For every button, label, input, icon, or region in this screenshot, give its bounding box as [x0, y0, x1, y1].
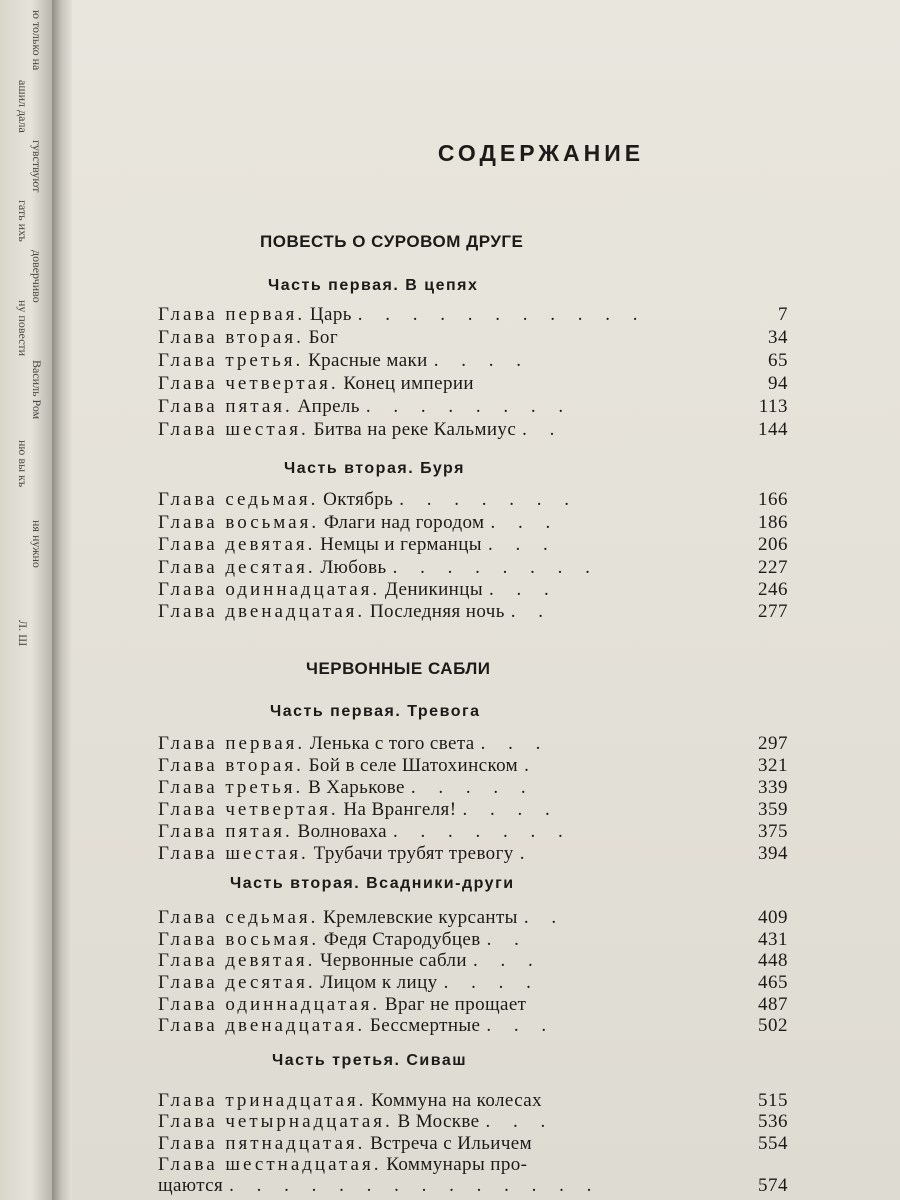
- chapter-number: Глава восьмая.: [158, 512, 320, 533]
- chapter-number: Глава тринадцатая.: [158, 1090, 367, 1111]
- toc-entry[interactable]: [158, 994, 788, 1016]
- leader-dots: . .: [523, 907, 566, 928]
- chapter-title: Царь: [309, 304, 352, 325]
- toc-entry[interactable]: [158, 512, 788, 534]
- leader-dots: . . .: [487, 534, 557, 555]
- chapter-title: Немцы и германцы: [320, 534, 482, 555]
- facing-page: [0, 0, 52, 1200]
- chapter-title: Красные маки: [308, 350, 428, 371]
- leader-dots: . . . . . . . . . . .: [357, 304, 647, 325]
- toc-entry[interactable]: [158, 534, 788, 556]
- page-number: 487: [758, 994, 788, 1015]
- leader-dots: . . . . .: [410, 777, 535, 798]
- page-number: 206: [758, 534, 788, 555]
- facing-page-text: Василь Ром: [30, 360, 44, 420]
- chapter-number: Глава четвертая.: [158, 799, 339, 820]
- facing-page-text: ашил дала: [16, 80, 30, 133]
- book-gutter: [52, 0, 72, 1200]
- chapter-number: Глава первая.: [158, 304, 306, 325]
- leader-dots: . . . .: [433, 350, 530, 371]
- chapter-number: Глава четырнадцатая.: [158, 1111, 393, 1132]
- leader-dots: . . . . . . . .: [365, 396, 573, 417]
- toc-entry[interactable]: [158, 777, 788, 799]
- page-number: 515: [758, 1090, 788, 1111]
- leader-dots: .: [524, 755, 538, 776]
- toc-entry[interactable]: [158, 396, 788, 418]
- chapter-title: Последняя ночь: [369, 601, 505, 622]
- facing-page-text: Л. Ш: [16, 620, 30, 647]
- part-title: Часть третья. Сиваш: [272, 1052, 468, 1069]
- toc-entry[interactable]: [158, 755, 788, 777]
- leader-dots: . . .: [490, 512, 560, 533]
- chapter-title: На Врангеля!: [343, 799, 457, 820]
- chapter-title: Федя Стародубцев: [323, 929, 481, 950]
- toc-entry[interactable]: [158, 1090, 788, 1112]
- facing-page-text: ня нужно: [30, 520, 44, 568]
- toc-entry[interactable]: [158, 972, 788, 994]
- page-number: 554: [758, 1133, 788, 1154]
- leader-dots: . . . . . . .: [399, 489, 579, 510]
- leader-dots: . . . . . . .: [393, 821, 572, 842]
- page-number: 339: [758, 777, 788, 798]
- chapter-title: В Харькове: [308, 777, 405, 798]
- toc-entry[interactable]: [158, 419, 788, 441]
- page-number: 113: [758, 396, 788, 417]
- chapter-number: Глава седьмая.: [158, 489, 319, 510]
- chapter-number: Глава пятая.: [158, 396, 293, 417]
- page-number: 536: [758, 1111, 788, 1132]
- page-number: 502: [758, 1015, 788, 1036]
- page-number: 227: [758, 557, 788, 578]
- chapter-number: Глава десятая.: [158, 972, 316, 993]
- leader-dots: . . .: [486, 1015, 556, 1036]
- toc-entry[interactable]: [158, 843, 788, 865]
- chapter-number: Глава восьмая.: [158, 929, 320, 950]
- chapter-number: Глава четвертая.: [158, 373, 339, 394]
- page-number: 574: [758, 1175, 788, 1196]
- book-title: ЧЕРВОННЫЕ САБЛИ: [306, 659, 491, 678]
- chapter-number: Глава двенадцатая.: [158, 601, 366, 622]
- chapter-title: Кремлевские курсанты: [323, 907, 518, 928]
- toc-entry[interactable]: [158, 1111, 788, 1133]
- page-number: 65: [768, 350, 788, 371]
- leader-dots: . . . . . . . .: [392, 557, 599, 578]
- leader-dots: . . .: [473, 950, 542, 971]
- chapter-number: Глава вторая.: [158, 327, 304, 348]
- toc-entry[interactable]: [158, 373, 788, 395]
- toc-entry[interactable]: [158, 489, 788, 511]
- toc-entry[interactable]: [158, 1175, 788, 1197]
- page-number: 94: [768, 373, 788, 394]
- page-number: 34: [768, 327, 788, 348]
- chapter-title: Бой в селе Шатохинском: [308, 755, 519, 776]
- leader-dots: . .: [486, 929, 528, 950]
- toc-entry[interactable]: [158, 733, 788, 755]
- chapter-number: Глава девятая.: [158, 950, 316, 971]
- facing-page-text: ю только на: [30, 10, 44, 71]
- facing-page-text: ню вы къ: [16, 440, 30, 488]
- chapter-number: Глава седьмая.: [158, 907, 319, 928]
- toc-entry[interactable]: [158, 350, 788, 372]
- toc-entry[interactable]: [158, 327, 788, 349]
- chapter-title: Бог: [308, 327, 339, 348]
- toc-entry[interactable]: [158, 821, 788, 843]
- chapter-title: Октябрь: [323, 489, 394, 510]
- toc-entry[interactable]: [158, 799, 788, 821]
- chapter-title: Флаги над городом: [323, 512, 485, 533]
- leader-dots: . . .: [480, 733, 550, 754]
- chapter-number: Глава пятнадцатая.: [158, 1133, 366, 1154]
- chapter-number: Глава одиннадцатая.: [158, 579, 381, 600]
- page-number: 359: [758, 799, 788, 820]
- toc-entry[interactable]: [158, 929, 788, 951]
- toc-entry[interactable]: [158, 601, 788, 623]
- chapter-title: Битва на реке Кальмиус: [313, 419, 517, 440]
- leader-dots: . . . . . . . . . . . . . .: [229, 1175, 601, 1196]
- page-number: 321: [758, 755, 788, 776]
- contents-page: [72, 0, 900, 1200]
- chapter-title: Деникинцы: [384, 579, 483, 600]
- toc-entry[interactable]: [158, 1015, 788, 1037]
- part-title: Часть вторая. Всадники-други: [230, 875, 515, 892]
- chapter-number: Глава десятая.: [158, 557, 316, 578]
- toc-entry[interactable]: [158, 557, 788, 579]
- leader-dots: .: [519, 843, 534, 864]
- leader-dots: . .: [510, 601, 553, 622]
- chapter-number: Глава одиннадцатая.: [158, 994, 381, 1015]
- leader-dots: . . . .: [443, 972, 540, 993]
- chapter-title: Коммуна на колесах: [371, 1090, 542, 1111]
- chapter-title: Трубачи трубят тревогу: [313, 843, 514, 864]
- chapter-title: щаются: [158, 1175, 224, 1196]
- facing-page-text: ну повести: [16, 300, 30, 357]
- chapter-number: Глава третья.: [158, 777, 304, 798]
- toc-entry[interactable]: [158, 304, 788, 326]
- chapter-title: Коммунары про-: [386, 1154, 528, 1175]
- page-number: 144: [758, 419, 788, 440]
- page-number: 7: [778, 304, 788, 325]
- leader-dots: . . . .: [462, 799, 559, 820]
- chapter-title: Враг не прощает: [384, 994, 527, 1015]
- chapter-number: Глава девятая.: [158, 534, 316, 555]
- book-title: ПОВЕСТЬ О СУРОВОМ ДРУГЕ: [260, 232, 524, 251]
- facing-page-text: гувствуют: [30, 140, 44, 193]
- page-number: 297: [758, 733, 788, 754]
- chapter-number: Глава двенадцатая.: [158, 1015, 366, 1036]
- toc-entry[interactable]: [158, 1133, 788, 1155]
- page-number: 431: [758, 929, 788, 950]
- chapter-title: Лицом к лицу: [320, 972, 438, 993]
- facing-page-text: гать ихъ: [16, 200, 30, 242]
- chapter-title: Конец империи: [343, 373, 474, 394]
- page-number: 394: [758, 843, 788, 864]
- chapter-number: Глава шестая.: [158, 843, 309, 864]
- leader-dots: . .: [522, 419, 564, 440]
- leader-dots: . . .: [488, 579, 558, 600]
- toc-entry[interactable]: [158, 950, 788, 972]
- chapter-title: В Москве: [397, 1111, 480, 1132]
- page-number: 246: [758, 579, 788, 600]
- chapter-number: Глава пятая.: [158, 821, 293, 842]
- chapter-title: Червонные сабли: [320, 950, 468, 971]
- chapter-number: Глава третья.: [158, 350, 304, 371]
- facing-page-text: доверчиво: [30, 250, 44, 303]
- chapter-number: Глава шестнадцатая.: [158, 1154, 382, 1175]
- chapter-title: Бессмертные: [369, 1015, 481, 1036]
- page-number: 277: [758, 601, 788, 622]
- page-number: 375: [758, 821, 788, 842]
- chapter-title: Любовь: [320, 557, 387, 578]
- page-number: 448: [758, 950, 788, 971]
- chapter-number: Глава шестая.: [158, 419, 309, 440]
- part-title: Часть вторая. Буря: [284, 460, 465, 477]
- page-number: 409: [758, 907, 788, 928]
- page-number: 186: [758, 512, 788, 533]
- toc-entry[interactable]: [158, 907, 788, 929]
- chapter-title: Встреча с Ильичем: [370, 1133, 533, 1154]
- chapter-number: Глава первая.: [158, 733, 306, 754]
- part-title: Часть первая. В цепях: [268, 277, 479, 294]
- leader-dots: . . .: [485, 1111, 555, 1132]
- part-title: Часть первая. Тревога: [270, 703, 481, 720]
- chapter-number: Глава вторая.: [158, 755, 304, 776]
- toc-entry[interactable]: [158, 1154, 788, 1176]
- page-title: СОДЕРЖАНИЕ: [437, 140, 645, 166]
- toc-entry[interactable]: [158, 579, 788, 601]
- page-number: 166: [758, 489, 788, 510]
- page-number: 465: [758, 972, 788, 993]
- chapter-title: Ленька с того света: [309, 733, 475, 754]
- chapter-title: Апрель: [297, 396, 360, 417]
- chapter-title: Волноваха: [297, 821, 388, 842]
